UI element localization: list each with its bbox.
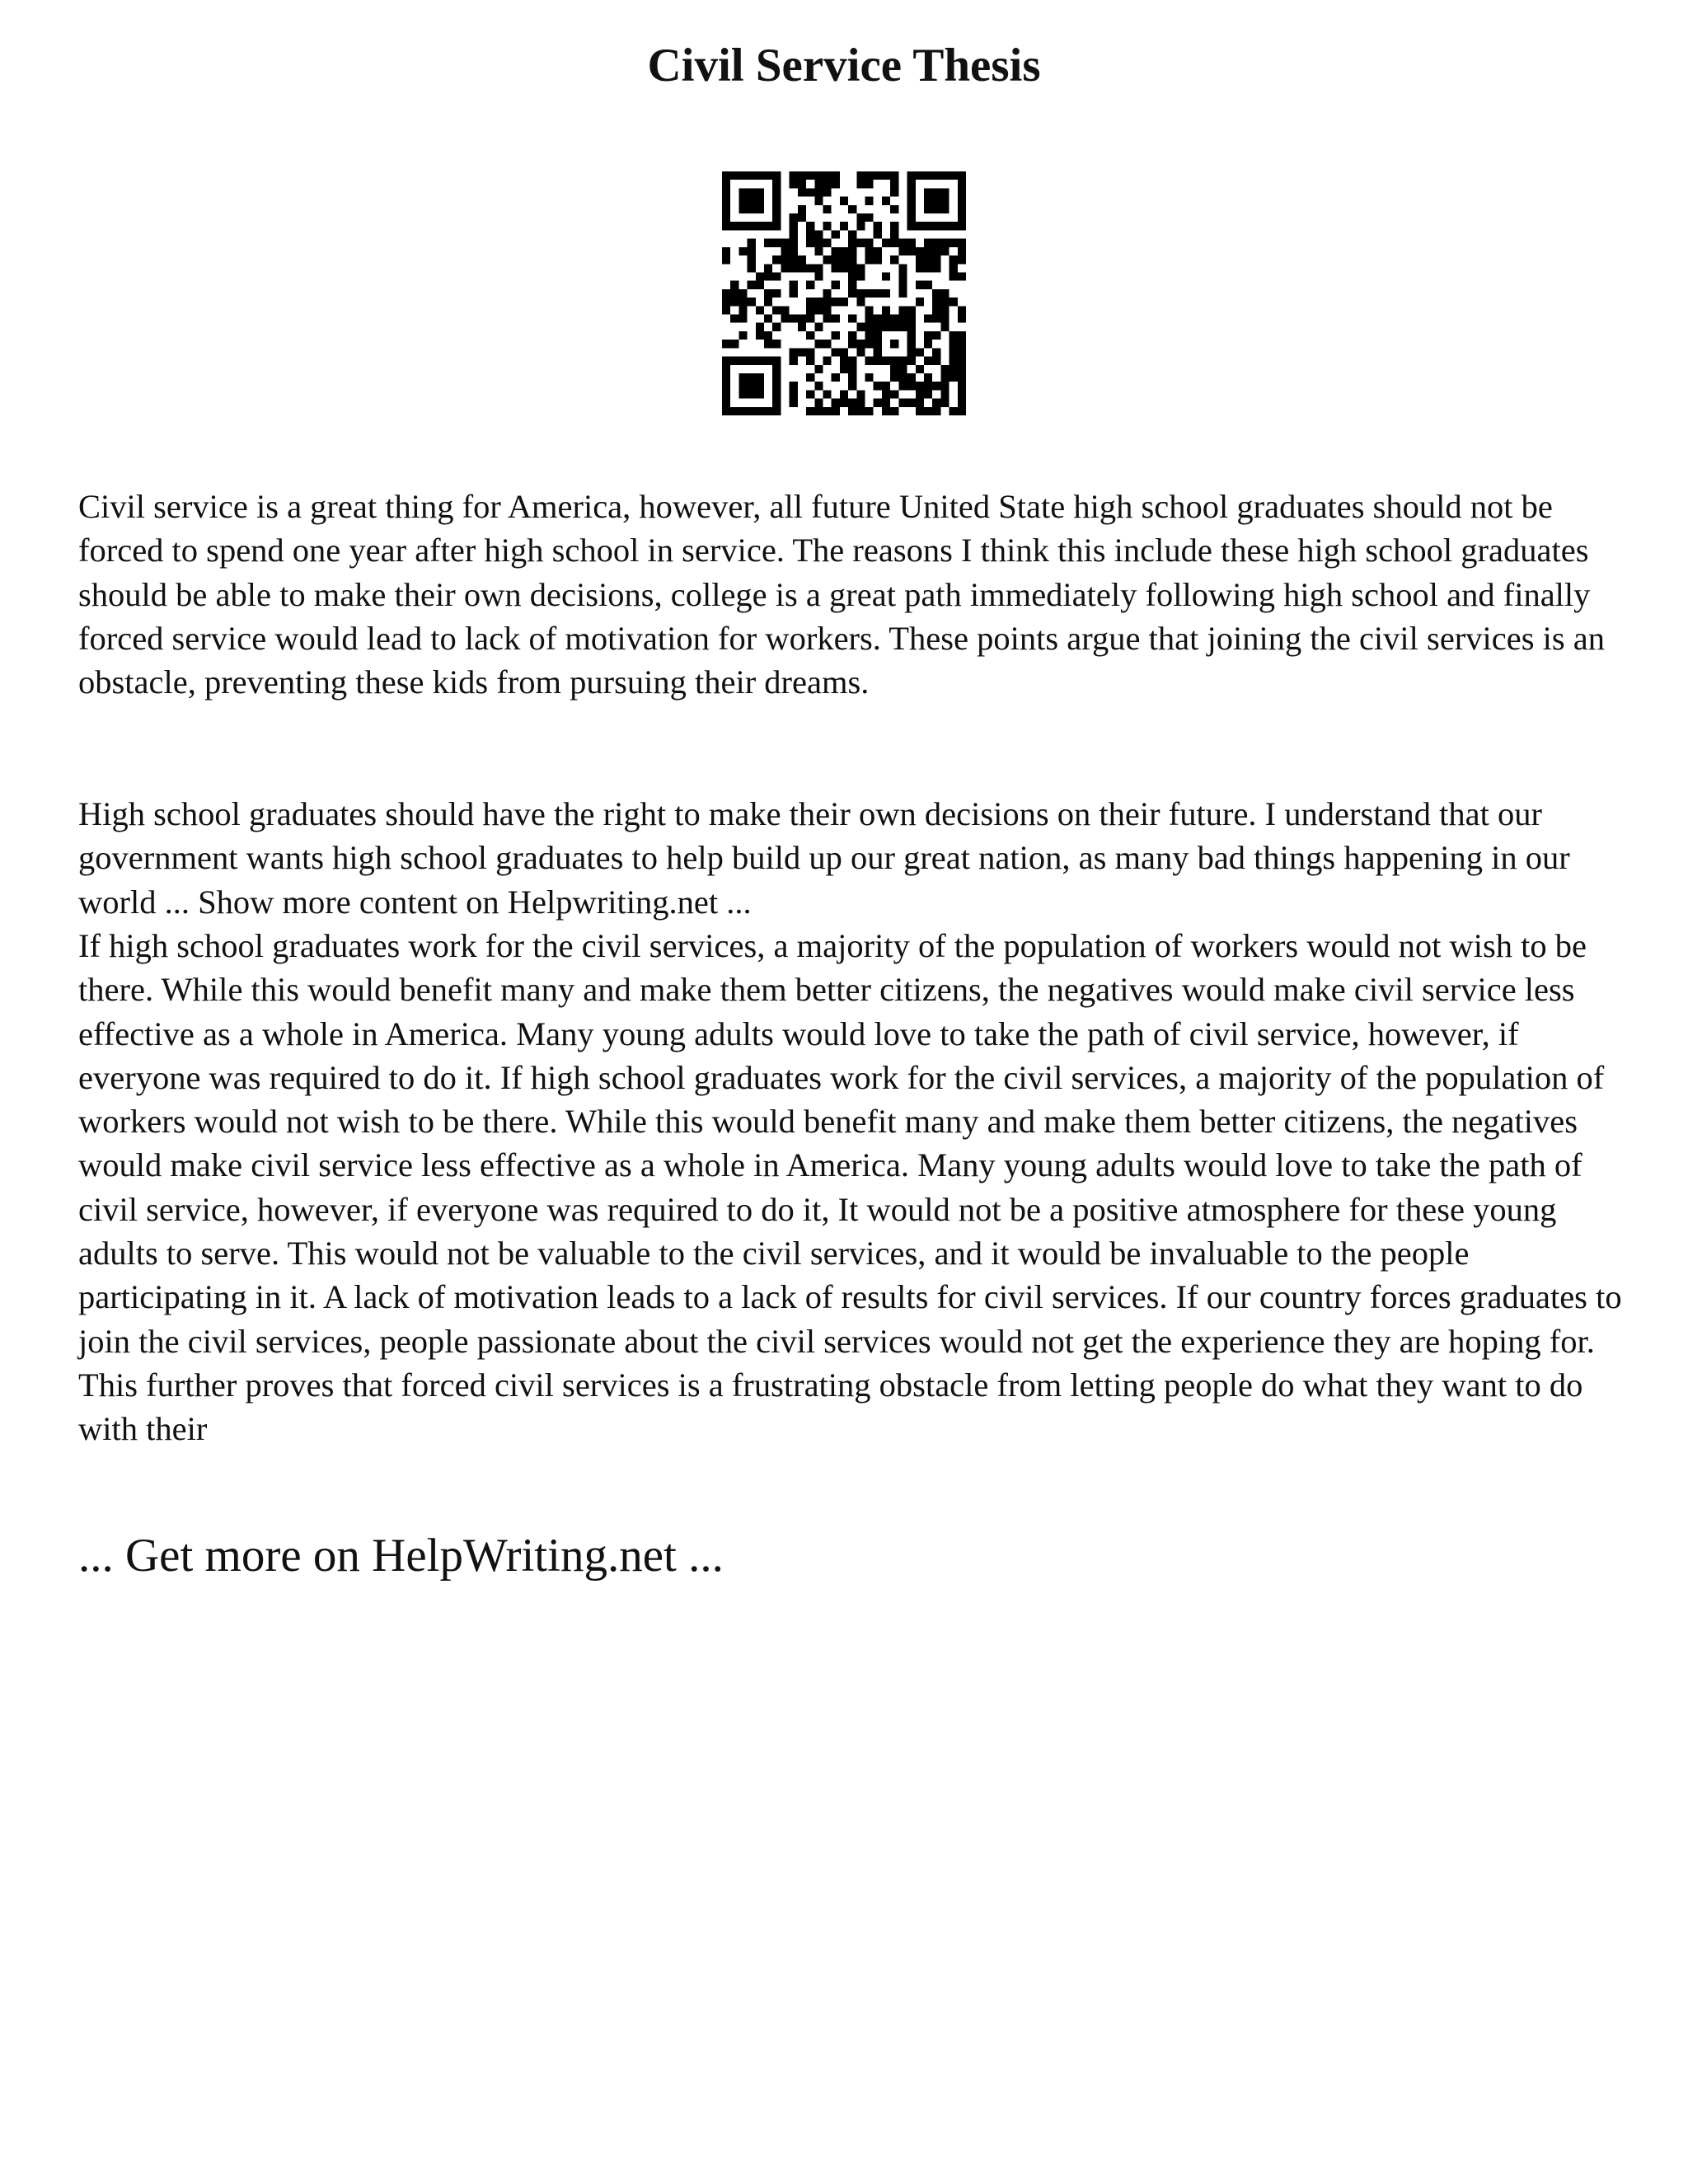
get-more-link[interactable]: ... Get more on HelpWriting.net ...	[78, 1530, 724, 1582]
page-title: Civil Service Thesis	[647, 40, 1041, 91]
paragraph-motivation: If high school graduates work for the civil services, a majority of the population of workers would not wish to be there. While this would benefit many and make them better citizens, the negatives would make civil service less effective as a whole in America. Many young adults would love to take the path of civil service, however, if everyone was required to do it. If high school graduates work for the civil services, a majority of the population of workers would not wish to be there. While this would benefit many and make them better citizens, the negatives would make civil service less effective as a whole in America. Many young adults would love to take the path of civil service, however, if everyone was required to do it, It would not be a positive atmosphere for these young adults to serve. This would not be valuable to the civil services, and it would be invaluable to the people participating in it. A lack of motivation leads to a lack of results for civil services. If our country forces graduates to join the civil services, people passionate about the civil services would not get the experience they are hoping for. This further proves that forced civil services is a frustrating obstacle from letting people do what they want to do with their	[78, 927, 1622, 1448]
paragraph-intro: Civil service is a great thing for America, however, all future United State high school graduates should not be forced to spend one year after high school in service. The reasons I think this include these high school graduates should be able to make their own decisions, college is a great path immediately following high school and finally forced service would lead to lack of motivation for workers. These points argue that joining the civil services is an obstacle, preventing these kids from pursuing their dreams.	[78, 488, 1605, 701]
qr-code-icon	[722, 171, 966, 415]
paragraph-decisions: High school graduates should have the right to make their own decisions on their future. I understand that our government wants high school graduates to help build up our great nation, as many bad things happening in our world ... Show more content on Helpwriting.net ...	[78, 795, 1570, 921]
